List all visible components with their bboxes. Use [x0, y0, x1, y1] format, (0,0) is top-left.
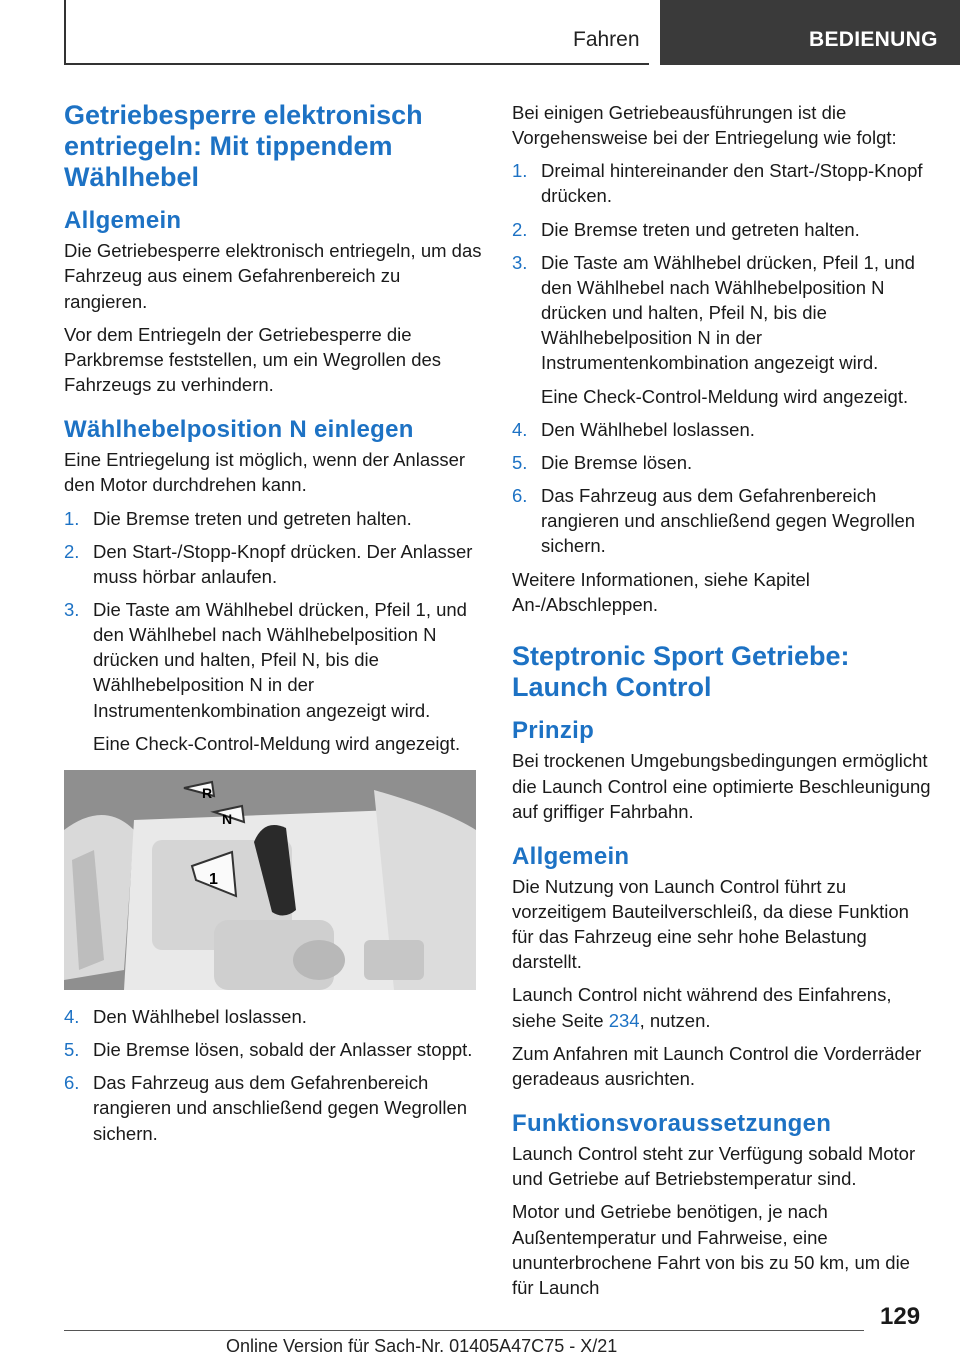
list-item: [512, 158, 932, 208]
step-number: 3.: [64, 599, 80, 621]
list-item: [512, 450, 932, 475]
func-section: [512, 1109, 932, 1300]
paragraph: Weitere Informationen, siehe Kapitel An-/Abschleppen.: [512, 568, 810, 615]
step-number: 3.: [512, 251, 528, 273]
list-item: [64, 539, 484, 589]
list-item: [64, 1070, 484, 1145]
list-item: [512, 217, 932, 242]
step-text: Die Bremse lösen, sobald der Anlasser stoppt.: [93, 1039, 473, 1061]
arrow-label-n: N: [222, 810, 233, 827]
left-column: [64, 100, 484, 1154]
step-number: 4.: [64, 1005, 80, 1027]
step-number: 1.: [512, 160, 528, 182]
header-section: Fahren: [573, 28, 640, 51]
n-section: [64, 415, 484, 1146]
paragraph: Vor dem Entriegeln der Getriebesperre die Parkbremse feststellen, um ein Wegrollen des Fahrzeugs zu verhindern.: [64, 323, 442, 396]
step-text: Das Fahrzeug aus dem Gefahrenbereich rangieren und anschließend gegen Wegrollen sichern.: [541, 485, 916, 557]
list-item: [64, 506, 484, 531]
section-title: Getriebesperre elektronisch entriegeln: Mit tippendem Wählhebel: [64, 100, 423, 192]
step-text: Die Bremse lösen.: [541, 451, 693, 473]
allgemein-section: [64, 206, 484, 397]
step-note: Eine Check-Control-Meldung wird angezeigt.: [93, 732, 461, 754]
right-column: [512, 100, 932, 1308]
step-text: Dreimal hintereinander den Start-/Stopp-Knopf drücken.: [541, 160, 923, 207]
list-item: [64, 1037, 484, 1062]
paragraph: Eine Entriegelung ist möglich, wenn der Anlasser den Motor durchdrehen kann.: [64, 449, 466, 496]
header-tab-label: BEDIENUNG: [809, 28, 938, 51]
arrow-label-r: R: [202, 784, 213, 801]
paragraph: Launch Control steht zur Verfügung sobald Motor und Getriebe auf Betriebstemperatur sind.: [512, 1143, 916, 1190]
paragraph: Die Getriebesperre elektronisch entriegeln, um das Fahrzeug aus einem Gefahrenbereich zu rangieren.: [64, 240, 482, 312]
step-text: Die Bremse treten und getreten halten.: [541, 218, 860, 240]
allgemein-section: [512, 842, 932, 1091]
header-rule: [64, 63, 649, 65]
n-heading: Wählhebelposition N einlegen: [64, 416, 414, 444]
step-text: Die Bremse treten und getreten halten.: [93, 507, 412, 529]
step-text: Den Start-/Stopp-Knopf drücken. Der Anlasser muss hörbar anlaufen.: [93, 540, 473, 587]
footer-online-version: Online Version für Sach-Nr. 01405A47C75 - X/21: [226, 1336, 618, 1356]
list-item: [512, 250, 932, 376]
page-number: 129: [880, 1303, 921, 1330]
paragraph: Die Nutzung von Launch Control führt zu vorzeitigem Bauteilverschleiß, da diese Funktion für das Fahrzeug eine sehr hohe Belastung darstellt.: [512, 875, 909, 973]
list-item: [64, 597, 484, 723]
func-heading: Funktionsvoraussetzungen: [512, 1110, 832, 1138]
paragraph: Bei einigen Getriebeausführungen ist die Vorgehensweise bei der Entriegelung wie folgt:: [512, 102, 897, 149]
paragraph: Motor und Getriebe benötigen, je nach Außentemperatur und Fahrweise, eine ununterbrochene Fahrt von bis zu 50 km, um die für Launch: [512, 1201, 910, 1298]
step-number: 2.: [512, 218, 528, 240]
step-text: Die Taste am Wählhebel drücken, Pfeil 1, und den Wählhebel nach Wählhebelposition N drücken und halten, Pfeil N, bis die Wählhebelposition N in der Instrumentenkombination angezeigt wird.: [93, 599, 467, 721]
step-note: Eine Check-Control-Meldung wird angezeigt.: [541, 385, 909, 407]
step-number: 2.: [64, 540, 80, 562]
section-title: Steptronic Sport Getriebe: Launch Control: [512, 640, 850, 702]
text-span: , nutzen.: [639, 1009, 711, 1031]
step-number: 6.: [64, 1072, 80, 1094]
allgemein-heading: Allgemein: [512, 842, 630, 870]
step-text: Die Taste am Wählhebel drücken, Pfeil 1, und den Wählhebel nach Wählhebelposition N drücken und halten, Pfeil N, bis die Wählhebelposition N in der Instrumentenkombination angezeigt wird.: [541, 251, 915, 374]
step-text: Das Fahrzeug aus dem Gefahrenbereich rangieren und anschließend gegen Wegrollen sichern.: [93, 1072, 468, 1144]
steps-list: [512, 417, 932, 559]
list-item: [64, 1004, 484, 1029]
header-tab[interactable]: [660, 0, 960, 65]
list-item: [512, 483, 932, 558]
step-text: Den Wählhebel loslassen.: [541, 418, 755, 440]
step-number: 4.: [512, 418, 528, 440]
footer-rule: [64, 1330, 864, 1331]
step-number: 5.: [512, 451, 528, 473]
allgemein-heading: Allgemein: [64, 207, 182, 235]
step-text: Den Wählhebel loslassen.: [93, 1005, 307, 1027]
steps-list: [64, 506, 484, 723]
step-number: 1.: [64, 507, 80, 529]
page-link[interactable]: 234: [608, 1009, 640, 1031]
steps-list: [512, 158, 932, 375]
steps-list: [64, 1004, 484, 1146]
paragraph: Zum Anfahren mit Launch Control die Vorderräder geradeaus ausrichten.: [512, 1042, 922, 1089]
list-item: [512, 417, 932, 442]
text-span: Launch Control nicht während des Einfahrens, siehe Seite: [512, 984, 892, 1031]
header-rule-vertical: [64, 0, 66, 65]
step-number: 5.: [64, 1039, 80, 1061]
step-number: 6.: [512, 485, 528, 507]
prinzip-section: [512, 716, 932, 823]
paragraph: [512, 982, 932, 1032]
prinzip-heading: Prinzip: [512, 717, 595, 745]
gear-selector-illustration: [64, 770, 476, 990]
paragraph: Bei trockenen Umgebungsbedingungen ermöglicht die Launch Control eine optimierte Beschleunigung auf griffiger Fahrbahn.: [512, 750, 931, 822]
arrow-label-1: 1: [209, 870, 218, 888]
